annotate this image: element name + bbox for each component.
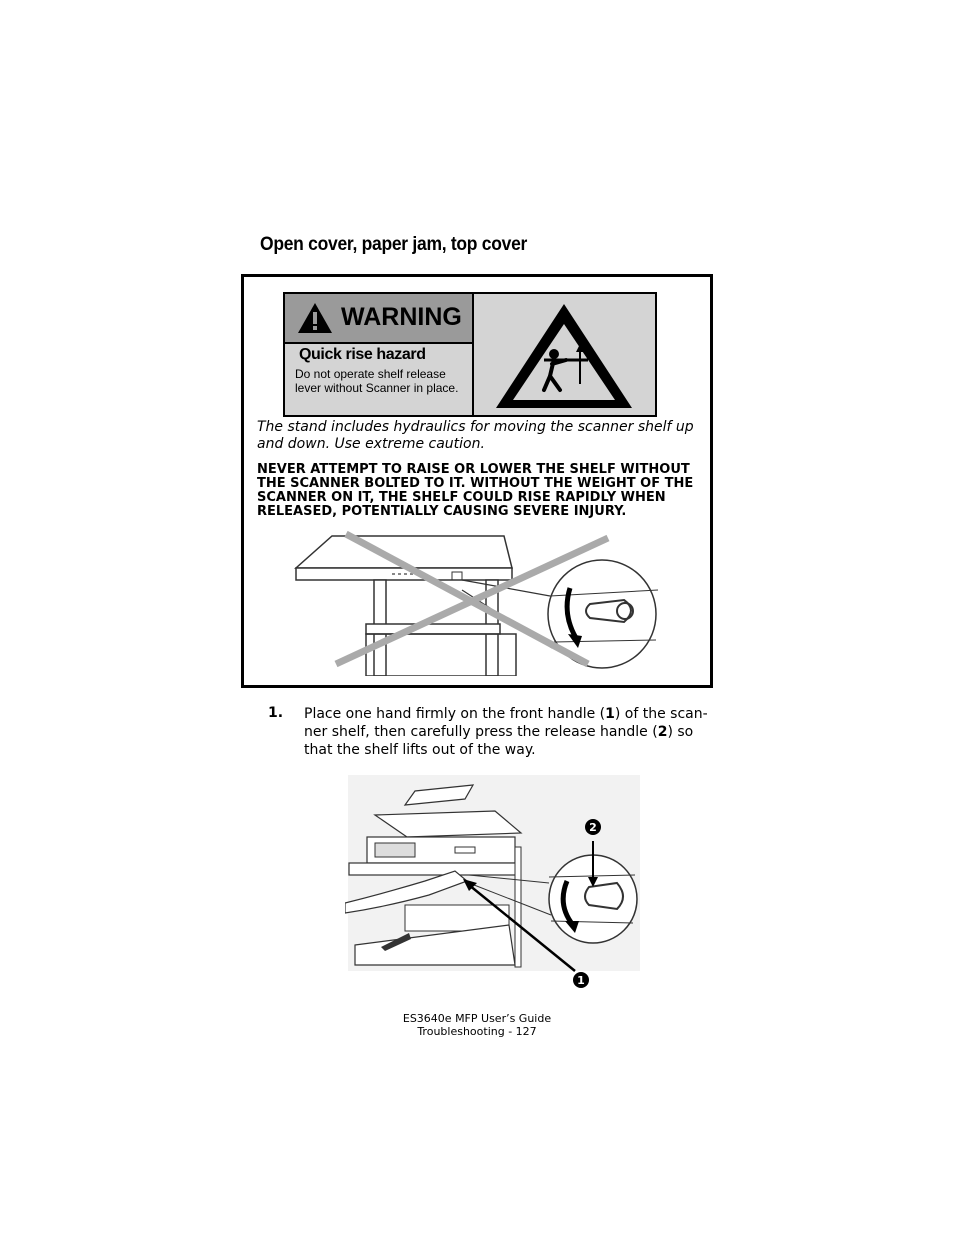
hazard-pictogram-panel [474, 294, 655, 415]
footer-guide-title: ES3640e MFP User’s Guide [402, 1012, 552, 1025]
callout-two-label: 2 [589, 821, 597, 834]
step-ref-1: 1 [605, 706, 615, 722]
footer-page-number: Troubleshooting - 127 [417, 1025, 537, 1038]
step-number: 1. [268, 705, 284, 721]
signal-word: WARNING [341, 303, 462, 331]
warning-label-text-panel [285, 294, 474, 415]
page-footer [0, 1012, 954, 1038]
step-text-part3: ) so that the shelf lifts out of the way. [304, 724, 694, 758]
caution-note: The stand includes hydraulics for moving the scanner shelf up and down. Use extreme caution. [257, 419, 694, 452]
hazard-title: Quick rise hazard [299, 346, 426, 363]
release-handle-illustration [345, 775, 645, 990]
step-text [304, 705, 719, 759]
section-heading: Open cover, paper jam, top cover [260, 234, 528, 255]
callout-one-label: 1 [577, 974, 585, 987]
exclamation-triangle-icon [297, 302, 333, 334]
crush-hazard-triangle-icon [474, 294, 655, 415]
hazard-text: Do not operate shelf release lever without Scanner in place. [295, 367, 459, 395]
step-text-part1: Place one hand firmly on the front handle ( [304, 706, 606, 722]
warning-label [283, 292, 657, 417]
shelf-no-scanner-illustration [292, 530, 662, 676]
step-ref-2: 2 [657, 724, 668, 740]
warning-label-header [285, 294, 472, 344]
step-text-part2: ) of the scan-ner shelf, then carefully press the release handle ( [304, 706, 708, 740]
caps-warning: NEVER ATTEMPT TO RAISE OR LOWER THE SHELF WITHOUT THE SCANNER BOLTED TO IT. WITHOUT THE WEIGHT OF THE SCANNER ON IT, THE SHELF COULD RISE RAPIDLY WHEN RELEASED, POTENTIALLY CAUSING SEVERE INJURY. [257, 462, 694, 519]
